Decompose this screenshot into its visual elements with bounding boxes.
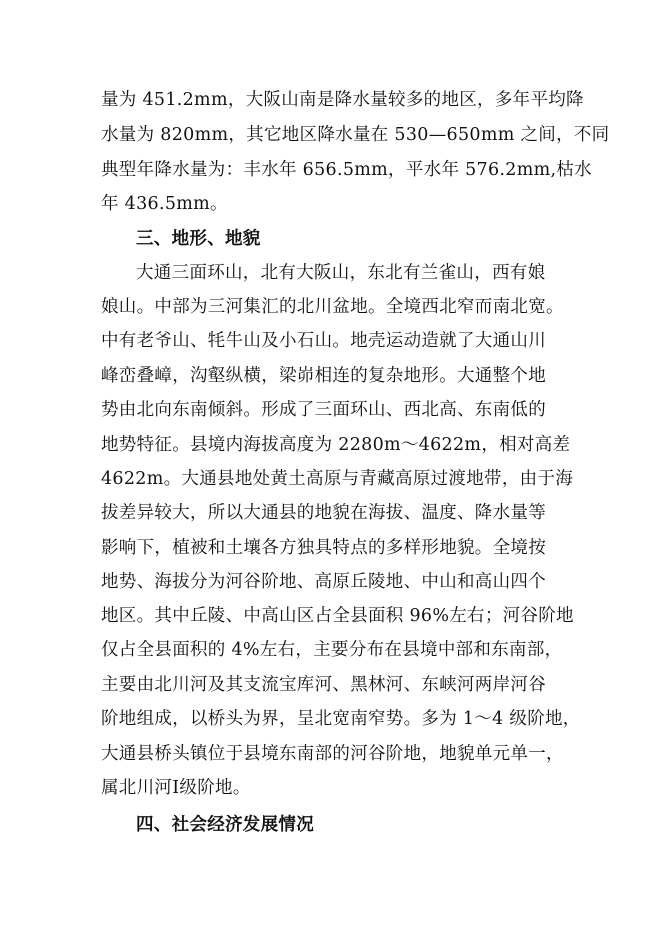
paragraph-line: 仅占全县面积的 4%左右，主要分布在县境中部和东南部， [101, 640, 563, 660]
section-heading: 三、地形、地貌 [136, 229, 261, 249]
paragraph-line: 典型年降水量为：丰水年 656.5mm，平水年 576.2mm,枯水 [101, 160, 592, 180]
paragraph-line: 4622m。大通县地处黄土高原与青藏高原过渡地带，由于海 [101, 469, 574, 489]
section-heading: 四、社会经济发展情况 [136, 815, 314, 835]
paragraph-line: 峰峦叠嶂，沟壑纵横，梁峁相连的复杂地形。大通整个地 [101, 366, 546, 386]
paragraph-line: 大通县桥头镇位于县境东南部的河谷阶地，地貌单元单一， [101, 744, 564, 764]
paragraph-line: 阶地组成，以桥头为界，呈北宽南窄势。多为 1～4 级阶地， [101, 709, 581, 729]
paragraph-line: 地势、海拔分为河谷阶地、高原丘陵地、中山和高山四个 [101, 572, 546, 592]
paragraph-line: 势由北向东南倾斜。形成了三面环山、西北高、东南低的 [101, 400, 546, 420]
paragraph-line: 量为 451.2mm，大阪山南是降水量较多的地区，多年平均降 [101, 90, 584, 110]
paragraph-line: 属北川河Ⅰ级阶地。 [101, 778, 251, 798]
paragraph-line: 地势特征。县境内海拔高度为 2280m～4622m，相对高差 [101, 435, 571, 455]
paragraph-line: 大通三面环山，北有大阪山，东北有兰雀山，西有娘 [136, 263, 546, 283]
paragraph-line: 拔差异较大，所以大通县的地貌在海拔、温度、降水量等 [101, 503, 546, 523]
paragraph-line: 地区。其中丘陵、中高山区占全县面积 96%左右；河谷阶地 [101, 606, 574, 626]
paragraph-line: 娘山。中部为三河集汇的北川盆地。全境西北窄而南北宽。 [101, 297, 564, 317]
paragraph-line: 年 436.5mm。 [101, 194, 228, 214]
paragraph-line: 影响下，植被和土壤各方独具特点的多样形地貌。全境按 [101, 538, 546, 558]
paragraph-line: 主要由北川河及其支流宝库河、黑林河、东峡河两岸河谷 [101, 675, 546, 695]
paragraph-line: 中有老爷山、牦牛山及小石山。地壳运动造就了大通山川 [101, 331, 546, 351]
paragraph-line: 水量为 820mm，其它地区降水量在 530—650mm 之间，不同 [101, 125, 610, 145]
